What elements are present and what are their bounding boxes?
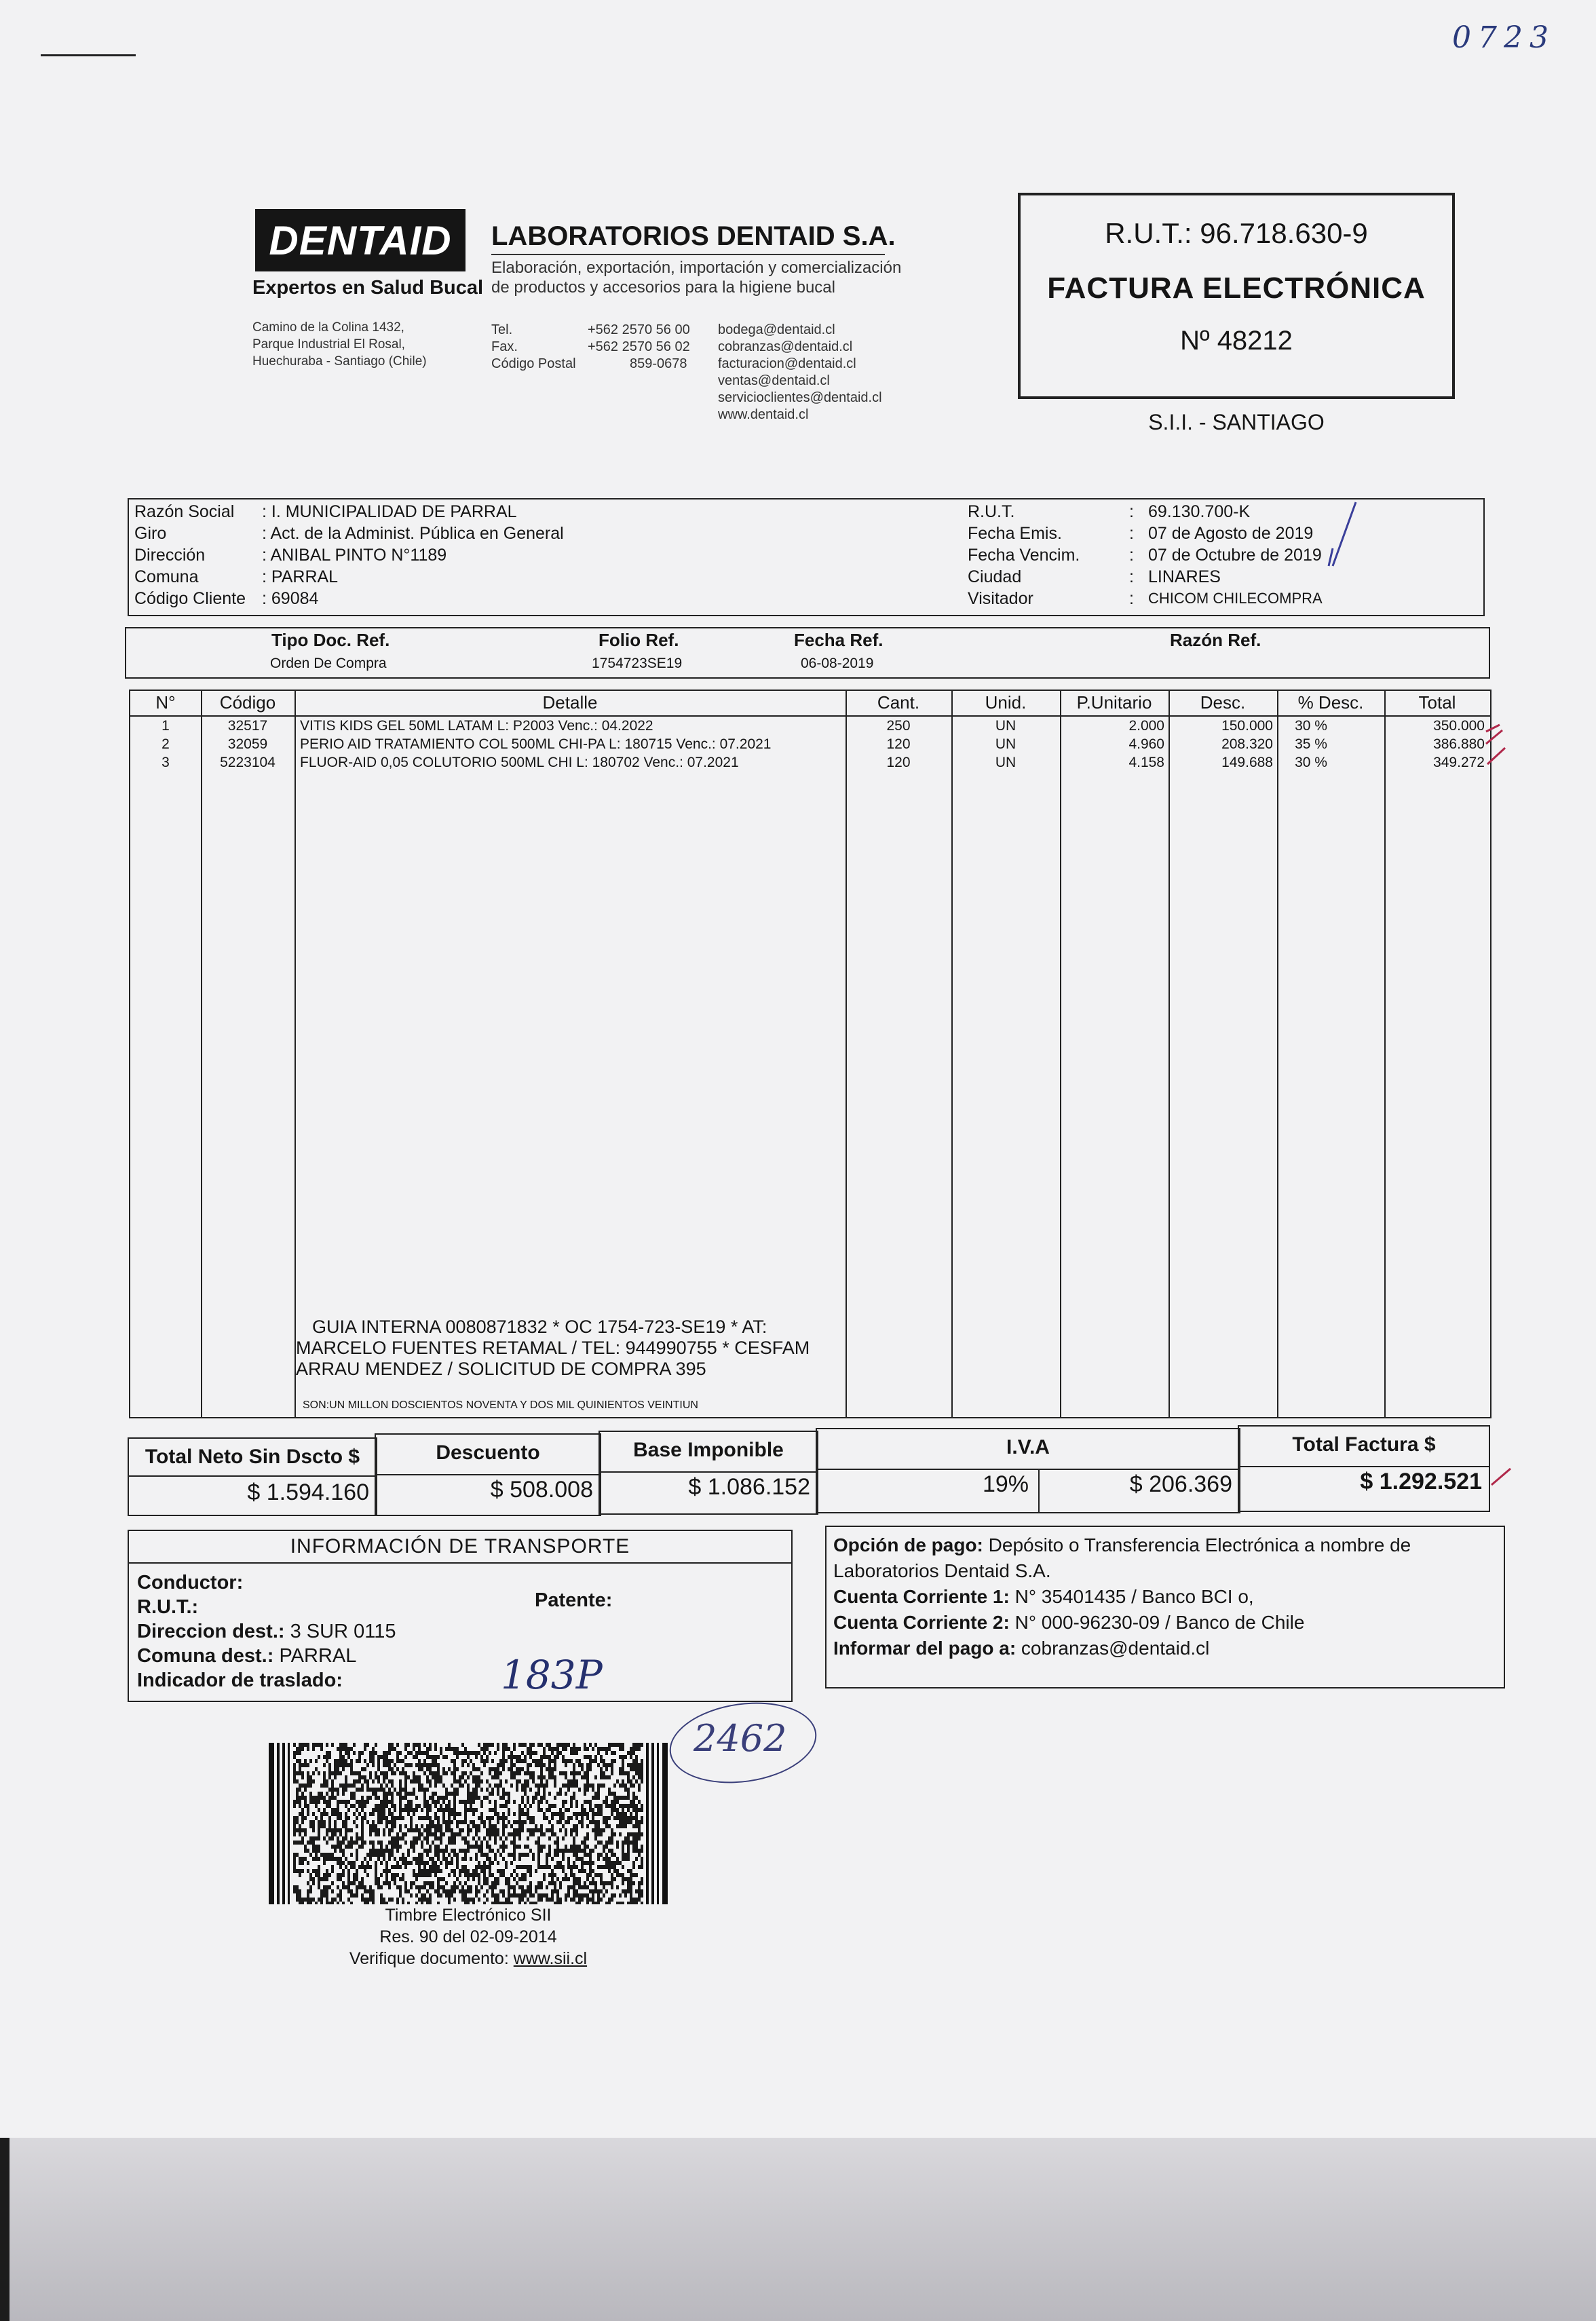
label-fecha-emision: Fecha Emis. bbox=[968, 524, 1062, 543]
descuento-cell bbox=[375, 1433, 601, 1516]
descuento-label: Descuento bbox=[436, 1441, 540, 1464]
cell-divider bbox=[1239, 1466, 1489, 1467]
cell-codigo: 32517 bbox=[227, 718, 268, 734]
payment-box bbox=[825, 1526, 1505, 1688]
ref-tipo: Orden De Compra bbox=[270, 656, 387, 671]
direccion-dest bbox=[137, 1621, 396, 1643]
payment-option bbox=[833, 1532, 1497, 1558]
cell-pdesc: 30 % bbox=[1295, 755, 1327, 770]
header-n: N° bbox=[155, 692, 176, 713]
items-header bbox=[130, 691, 1490, 717]
stamp-number: 0723 bbox=[1452, 20, 1555, 55]
cell-desc: 208.320 bbox=[1221, 736, 1273, 752]
tagline: Expertos en Salud Bucal bbox=[252, 277, 484, 299]
activity-line: de productos y accesorios para la higiene bucal bbox=[491, 278, 835, 297]
colon: : bbox=[1129, 524, 1134, 543]
base-imponible-label: Base Imponible bbox=[633, 1439, 784, 1461]
cell-detalle: VITIS KIDS GEL 50ML LATAM L: P2003 Venc.: 04.2022 bbox=[300, 718, 653, 734]
account-2-value: N° 000-96230-09 / Banco de Chile bbox=[1009, 1612, 1305, 1633]
header-codigo: Código bbox=[219, 692, 276, 713]
label-razon-social: Razón Social bbox=[134, 502, 235, 521]
value-fecha-vencimiento: 07 de Octubre de 2019 bbox=[1148, 546, 1322, 565]
contact-values bbox=[588, 322, 690, 373]
account-2-label: Cuenta Corriente 2: bbox=[833, 1612, 1010, 1633]
verify-label: Verifique documento: bbox=[349, 1949, 514, 1968]
note-line: MARCELO FUENTES RETAMAL / TEL: 944990755 * CESFAM bbox=[296, 1338, 810, 1358]
cell-unid: UN bbox=[995, 736, 1016, 752]
transport-box bbox=[128, 1530, 793, 1702]
payment-notify bbox=[833, 1636, 1497, 1661]
activity-line: Elaboración, exportación, importación y comercialización bbox=[491, 259, 902, 277]
cell-punit: 2.000 bbox=[1128, 718, 1164, 734]
client-colons bbox=[1129, 501, 1134, 609]
iva-value: $ 206.369 bbox=[1129, 1471, 1232, 1497]
cell-divider bbox=[600, 1471, 817, 1473]
value-visitador: CHICOM CHILECOMPRA bbox=[1148, 590, 1323, 607]
total-factura-cell bbox=[1238, 1425, 1490, 1512]
iva-cell bbox=[816, 1428, 1240, 1513]
contact-labels bbox=[491, 322, 576, 373]
cell-desc: 149.688 bbox=[1221, 755, 1273, 770]
sii-office: S.I.I. - SANTIAGO bbox=[1148, 410, 1325, 434]
header-unid: Unid. bbox=[985, 692, 1027, 713]
cell-divider bbox=[129, 1475, 376, 1477]
cell-detalle: FLUOR-AID 0,05 COLUTORIO 500ML CHI L: 180702 Venc.: 07.2021 bbox=[300, 755, 739, 770]
invoice-number: Nº 48212 bbox=[1180, 326, 1293, 356]
timbre-verify bbox=[271, 1948, 665, 1969]
transport-title: INFORMACIÓN DE TRANSPORTE bbox=[129, 1531, 791, 1564]
total-neto-value: $ 1.594.160 bbox=[247, 1479, 369, 1505]
cell-codigo: 32059 bbox=[227, 736, 268, 752]
header-detalle: Detalle bbox=[542, 692, 598, 713]
company-activity bbox=[491, 258, 901, 297]
client-values-right bbox=[1148, 501, 1323, 609]
ref-header-fecha: Fecha Ref. bbox=[794, 630, 884, 650]
cell-desc: 150.000 bbox=[1221, 718, 1273, 734]
descuento-value: $ 508.008 bbox=[490, 1477, 593, 1503]
cell-punit: 4.158 bbox=[1128, 755, 1164, 770]
direccion-value: 3 SUR 0115 bbox=[290, 1621, 396, 1642]
client-box bbox=[128, 498, 1485, 616]
value-comuna: : PARRAL bbox=[262, 567, 339, 586]
email-item: cobranzas@dentaid.cl bbox=[718, 339, 853, 354]
client-labels bbox=[134, 501, 246, 609]
cell-punit: 4.960 bbox=[1128, 736, 1164, 752]
payment-option-value: Depósito o Transferencia Electrónica a nombre de bbox=[983, 1534, 1411, 1555]
scan-shadow bbox=[0, 2138, 1596, 2321]
items-table bbox=[129, 690, 1492, 1418]
payment-text bbox=[826, 1527, 1504, 1661]
corner-dash bbox=[41, 54, 136, 56]
value-direccion: : ANIBAL PINTO N°1189 bbox=[262, 546, 447, 565]
value-razon-social: : I. MUNICIPALIDAD DE PARRAL bbox=[262, 502, 517, 521]
timbre-electronico bbox=[271, 1904, 665, 1969]
handwritten-note: 183P bbox=[501, 1652, 603, 1698]
ref-header-tipo: Tipo Doc. Ref. bbox=[271, 630, 390, 650]
cell-total: 386.880 bbox=[1433, 736, 1485, 752]
label-comuna: Comuna bbox=[134, 567, 199, 586]
comuna-value: PARRAL bbox=[279, 1645, 357, 1667]
conductor-label: Conductor: bbox=[137, 1572, 244, 1593]
total-factura-label: Total Factura $ bbox=[1292, 1433, 1436, 1456]
ref-header-folio: Folio Ref. bbox=[598, 630, 679, 650]
total-neto-label: Total Neto Sin Dscto $ bbox=[145, 1446, 360, 1468]
note-line: ARRAU MENDEZ / SOLICITUD DE COMPRA 395 bbox=[296, 1359, 706, 1379]
email-item: ventas@dentaid.cl bbox=[718, 373, 830, 388]
cell-cant: 120 bbox=[886, 736, 911, 752]
ref-fecha: 06-08-2019 bbox=[801, 656, 874, 671]
tel-value: +562 2570 56 00 bbox=[588, 322, 690, 337]
company-underline bbox=[491, 254, 885, 255]
label-giro: Giro bbox=[134, 524, 167, 543]
issuer-address bbox=[252, 319, 427, 370]
patente-label: Patente: bbox=[535, 1589, 613, 1611]
comuna-label: Comuna dest.: bbox=[137, 1645, 274, 1667]
amount-in-words: SON:UN MILLON DOSCIENTOS NOVENTA Y DOS MIL QUINIENTOS VEINTIUN bbox=[303, 1399, 698, 1411]
email-item: bodega@dentaid.cl bbox=[718, 322, 835, 337]
rut-label: R.U.T.: bbox=[137, 1596, 199, 1618]
label-visitador: Visitador bbox=[968, 589, 1033, 608]
label-ciudad: Ciudad bbox=[968, 567, 1022, 586]
label-direccion: Dirección bbox=[134, 546, 206, 565]
value-fecha-emision: 07 de Agosto de 2019 bbox=[1148, 524, 1314, 543]
fax-label: Fax. bbox=[491, 339, 518, 354]
label-fecha-vencimiento: Fecha Vencim. bbox=[968, 546, 1080, 565]
payment-option-label: Opción de pago: bbox=[833, 1534, 983, 1555]
base-imponible-value: $ 1.086.152 bbox=[688, 1474, 810, 1500]
value-giro: : Act. de la Administ. Pública en General bbox=[262, 524, 564, 543]
dentaid-logo: DENTAID bbox=[255, 209, 466, 271]
cell-detalle: PERIO AID TRATAMIENTO COL 500ML CHI-PA L: 180715 Venc.: 07.2021 bbox=[300, 736, 772, 752]
document-type: FACTURA ELECTRÓNICA bbox=[1047, 271, 1426, 305]
base-imponible-cell bbox=[598, 1431, 818, 1515]
header-pdesc: % Desc. bbox=[1297, 692, 1364, 713]
cell-pdesc: 30 % bbox=[1295, 718, 1327, 734]
cell-n: 1 bbox=[162, 718, 170, 734]
direccion-label: Direccion dest.: bbox=[137, 1621, 285, 1642]
label-rut: R.U.T. bbox=[968, 502, 1015, 521]
timbre-resolution: Res. 90 del 02-09-2014 bbox=[379, 1927, 557, 1946]
cell-divider bbox=[817, 1469, 1239, 1470]
cp-value: 859-0678 bbox=[630, 356, 687, 371]
account-1-value: N° 35401435 / Banco BCI o, bbox=[1009, 1586, 1254, 1607]
notify-label: Informar del pago a: bbox=[833, 1638, 1016, 1659]
value-rut: 69.130.700-K bbox=[1148, 502, 1251, 521]
iva-label: I.V.A bbox=[1006, 1436, 1050, 1458]
colon: : bbox=[1129, 502, 1134, 521]
sii-link[interactable]: www.sii.cl bbox=[513, 1949, 588, 1968]
value-ciudad: LINARES bbox=[1148, 567, 1221, 586]
company-name: LABORATORIOS DENTAID S.A. bbox=[491, 221, 896, 251]
cp-label: Código Postal bbox=[491, 356, 576, 371]
payment-beneficiary: Laboratorios Dentaid S.A. bbox=[833, 1560, 1051, 1581]
bank-account-2 bbox=[833, 1610, 1497, 1636]
cell-pdesc: 35 % bbox=[1295, 736, 1327, 752]
header-cant: Cant. bbox=[877, 692, 920, 713]
timbre-title: Timbre Electrónico SII bbox=[385, 1906, 552, 1925]
issuer-rut: R.U.T.: 96.718.630-9 bbox=[1105, 217, 1368, 249]
note-line: GUIA INTERNA 0080871832 * OC 1754-723-SE19 * AT: bbox=[312, 1317, 767, 1337]
address-line: Parque Industrial El Rosal, bbox=[252, 337, 405, 352]
notify-email: cobranzas@dentaid.cl bbox=[1016, 1638, 1210, 1659]
cell-divider bbox=[1038, 1469, 1040, 1512]
header-total: Total bbox=[1418, 692, 1456, 713]
comuna-dest bbox=[137, 1645, 356, 1667]
address-line: Camino de la Colina 1432, bbox=[252, 320, 404, 335]
checkmark-icon bbox=[1323, 499, 1364, 574]
tel-label: Tel. bbox=[491, 322, 513, 337]
indicador-traslado-label: Indicador de traslado: bbox=[137, 1669, 343, 1691]
total-neto-cell bbox=[128, 1437, 377, 1516]
client-values bbox=[262, 501, 564, 609]
cell-n: 2 bbox=[162, 736, 170, 752]
colon: : bbox=[1129, 546, 1134, 565]
pdf417-barcode-icon bbox=[269, 1743, 668, 1904]
handwritten-number: 2462 bbox=[694, 1717, 787, 1760]
cell-total: 350.000 bbox=[1433, 718, 1485, 734]
col-divider bbox=[130, 691, 1386, 1417]
cell-divider bbox=[376, 1474, 600, 1475]
items-note bbox=[296, 1317, 810, 1380]
website-item: www.dentaid.cl bbox=[718, 407, 809, 422]
header-desc: Desc. bbox=[1200, 692, 1246, 713]
header-punitario: P.Unitario bbox=[1076, 692, 1152, 713]
tick-marks-icon bbox=[1485, 713, 1512, 774]
fax-value: +562 2570 56 02 bbox=[588, 339, 690, 354]
value-codigo-cliente: : 69084 bbox=[262, 589, 319, 608]
bank-account-1 bbox=[833, 1584, 1497, 1610]
scan-shadow-edge bbox=[0, 2138, 10, 2321]
colon: : bbox=[1129, 589, 1134, 608]
client-labels-right bbox=[968, 501, 1080, 609]
ref-header-razon: Razón Ref. bbox=[1170, 630, 1261, 650]
cell-cant: 120 bbox=[886, 755, 911, 770]
label-codigo-cliente: Código Cliente bbox=[134, 589, 246, 608]
colon: : bbox=[1129, 567, 1134, 586]
ref-folio: 1754723SE19 bbox=[592, 656, 683, 671]
cell-unid: UN bbox=[995, 718, 1016, 734]
cell-cant: 250 bbox=[886, 718, 911, 734]
cell-total: 349.272 bbox=[1433, 755, 1485, 770]
cell-n: 3 bbox=[162, 755, 170, 770]
email-item: facturacion@dentaid.cl bbox=[718, 356, 856, 371]
cell-unid: UN bbox=[995, 755, 1016, 770]
checkmark-icon bbox=[1490, 1465, 1517, 1492]
reference-box bbox=[125, 627, 1490, 679]
document-id-box bbox=[1018, 193, 1455, 399]
cell-codigo: 5223104 bbox=[220, 755, 276, 770]
address-line: Huechuraba - Santiago (Chile) bbox=[252, 354, 427, 369]
total-factura-value: $ 1.292.521 bbox=[1360, 1469, 1482, 1494]
iva-rate: 19% bbox=[982, 1471, 1029, 1497]
contact-emails bbox=[718, 322, 882, 423]
email-item: servicioclientes@dentaid.cl bbox=[718, 390, 882, 405]
account-1-label: Cuenta Corriente 1: bbox=[833, 1586, 1010, 1607]
